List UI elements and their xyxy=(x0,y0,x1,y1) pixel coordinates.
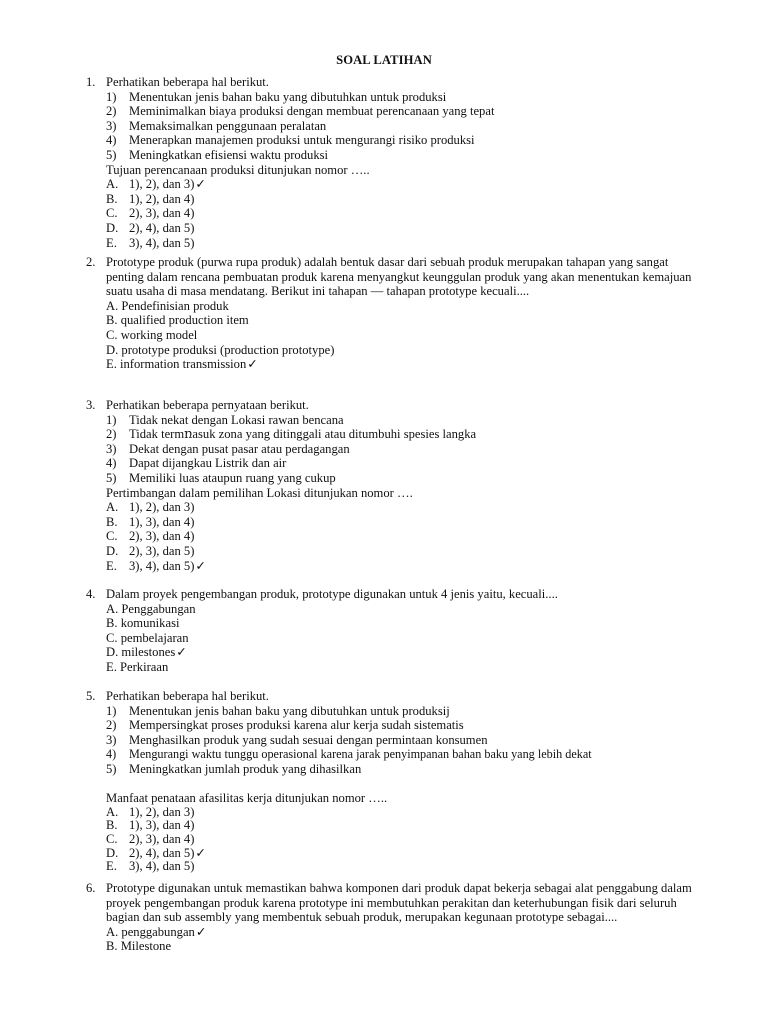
answer-option: A. 1), 2), dan 3) xyxy=(106,804,195,819)
answer-option: A. Pendefinisian produk xyxy=(106,298,229,313)
answer-option: B. Milestone xyxy=(106,939,172,954)
answer-option: A. 1), 2), dan 3) xyxy=(106,500,195,515)
list-item: 2) Tidak termռasuk zona yang ditinggali atau ditumbuhi spesies langka xyxy=(106,427,477,442)
question-stem: Prototype produk (purwa rupa produk) adalah bentuk dasar dari sebuah produk merupakan tahapan yang sangat penting dalam rencana pembuatan produk karena menyangkut keunggulan produk yang akan menentukan kemajuan suatu usaha di masa mendatang. Berikut ini tahapan — tahapan prototype kecuali.... xyxy=(106,255,692,299)
answer-option: E. information transmission✓ xyxy=(106,357,258,372)
answer-option: A. 1), 2), dan 3)✓ xyxy=(106,177,206,192)
answer-option: A. Penggabungan xyxy=(106,601,196,616)
answer-option: E. 3), 4), dan 5) xyxy=(106,859,195,874)
list-item: 3) Menghasilkan produk yang sudah sesuai dengan permintaan konsumen xyxy=(106,732,488,747)
question-stem: Perhatikan beberapa pernyataan berikut. xyxy=(106,398,309,412)
question-3 xyxy=(86,398,706,573)
answer-option: D. 2), 4), dan 5) xyxy=(106,220,195,235)
answer-option: D. 2), 4), dan 5)✓ xyxy=(106,845,206,860)
answer-option: B. 1), 3), dan 4) xyxy=(106,818,195,833)
list-item: 5) Meningkatkan efisiensi waktu produksi xyxy=(106,147,329,162)
answer-option: B. qualified production item xyxy=(106,313,249,328)
question-number: 4. xyxy=(86,587,96,601)
question-number: 2. xyxy=(86,255,96,269)
answer-option: E. 3), 4), dan 5) xyxy=(106,235,195,250)
answer-option: C. 2), 3), dan 4) xyxy=(106,206,195,221)
question-prompt: Manfaat penataan afasilitas kerja ditunjukan nomor ….. xyxy=(106,791,388,806)
list-item: 1) Tidak nekat dengan Lokasi rawan bencana xyxy=(106,412,344,427)
answer-option: C. working model xyxy=(106,327,198,342)
question-stem: Dalam proyek pengembangan produk, prototype digunakan untuk 4 jenis yaitu, kecuali.... xyxy=(106,587,558,601)
list-item: 3) Dekat dengan pusat pasar atau perdagangan xyxy=(106,441,350,456)
answer-option: C. 2), 3), dan 4) xyxy=(106,529,195,544)
answer-option: D. 2), 3), dan 5) xyxy=(106,543,195,558)
list-item: 1) Menentukan jenis bahan baku yang dibutuhkan untuk produksij xyxy=(106,703,450,718)
question-prompt: Pertimbangan dalam pemilihan Lokasi ditunjukan nomor …. xyxy=(106,485,413,500)
question-1 xyxy=(86,75,706,250)
question-number: 3. xyxy=(86,398,96,412)
question-5 xyxy=(86,689,706,874)
checkmark-icon: ✓ xyxy=(195,177,206,192)
answer-option: D. milestones✓ xyxy=(106,645,187,660)
question-number: 5. xyxy=(86,689,96,703)
question-number: 1. xyxy=(86,75,96,89)
question-stem: Perhatikan beberapa hal berikut. xyxy=(106,689,269,703)
checkmark-icon: ✓ xyxy=(195,924,207,939)
answer-option: C. pembelajaran xyxy=(106,630,189,645)
list-item: 4) Mengurangi waktu tunggu operasional karena jarak penyimpanan bahan baku yang lebih dekat xyxy=(106,747,592,762)
question-stem: Perhatikan beberapa hal berikut. xyxy=(106,75,269,89)
checkmark-icon: ✓ xyxy=(247,357,258,372)
answer-option: A. penggabungan✓ xyxy=(106,924,207,939)
list-item: 2) Meminimalkan biaya produksi dengan membuat perencanaan yang tepat xyxy=(106,104,495,119)
list-item: 1) Menentukan jenis bahan baku yang dibutuhkan untuk produksi xyxy=(106,89,447,104)
answer-option: C. 2), 3), dan 4) xyxy=(106,831,195,846)
list-item: 5) Memiliki luas ataupun ruang yang cukup xyxy=(106,470,336,485)
question-number: 6. xyxy=(86,881,96,895)
question-stem: Prototype digunakan untuk memastikan bahwa komponen dari produk dapat bekerja sebagai alat penggabung dalam proyek pengembangan produk karena prototype ini membutuhkan perakitan dan keterhubungan fisik dari seluruh bagian dan sub assembly yang membentuk sebuah produk, merupakan kegunaan prototype sebagai.... xyxy=(106,881,692,925)
answer-option: B. 1), 3), dan 4) xyxy=(106,514,195,529)
question-2 xyxy=(86,255,706,372)
answer-option: D. prototype produksi (production prototype) xyxy=(106,342,335,357)
answer-option: E. 3), 4), dan 5)✓ xyxy=(106,558,206,573)
question-6 xyxy=(86,881,706,954)
list-item: 4) Dapat dijangkau Listrik dan air xyxy=(106,456,287,471)
list-item: 5) Meningkatkan jumlah produk yang dihasilkan xyxy=(106,761,362,776)
list-item: 2) Mempersingkat proses produksi karena alur kerja sudah sistematis xyxy=(106,718,464,733)
checkmark-icon: ✓ xyxy=(195,558,206,573)
question-prompt: Tujuan perencanaan produksi ditunjukan nomor ….. xyxy=(106,162,370,177)
checkmark-icon: ✓ xyxy=(195,845,206,860)
question-4 xyxy=(86,587,706,675)
answer-option: B. 1), 2), dan 4) xyxy=(106,191,195,206)
checkmark-icon: ✓ xyxy=(176,645,187,660)
list-item: 4) Menerapkan manajemen produksi untuk mengurangi risiko produksi xyxy=(106,133,475,148)
page-title: SOAL LATIHAN xyxy=(336,53,432,67)
list-item: 3) Memaksimalkan penggunaan peralatan xyxy=(106,118,327,133)
answer-option: E. Perkiraan xyxy=(106,659,169,674)
answer-option: B. komunikasi xyxy=(106,616,180,631)
